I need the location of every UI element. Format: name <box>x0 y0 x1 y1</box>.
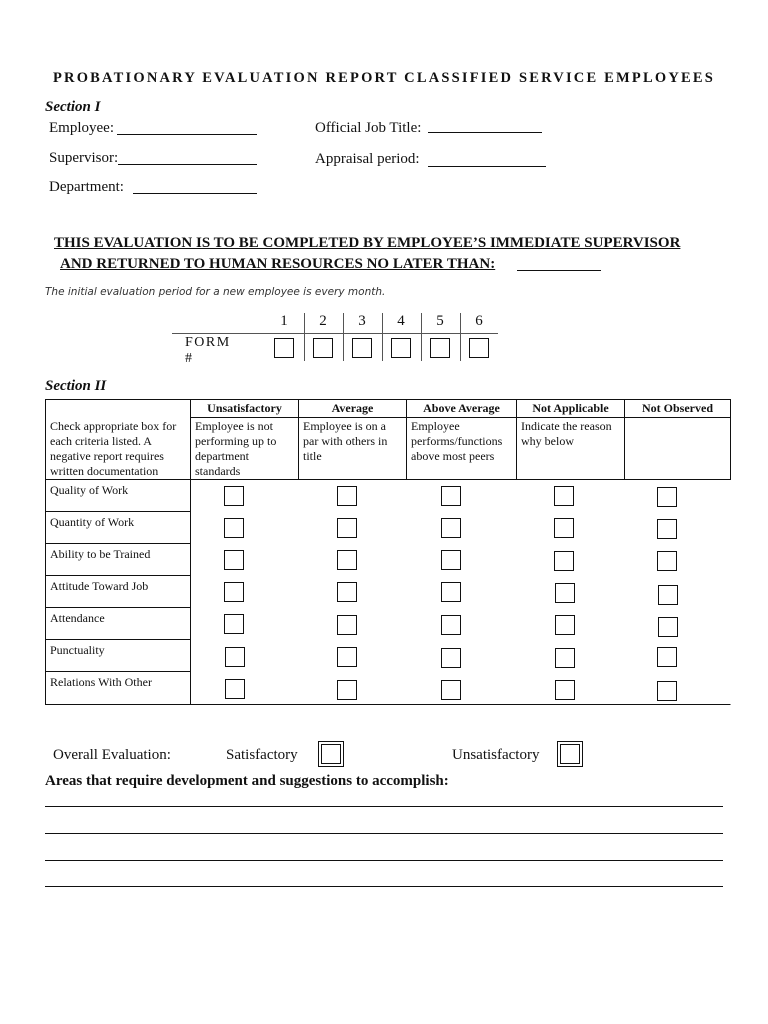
rating-checkbox[interactable] <box>224 486 244 506</box>
form-number-3: 3 <box>358 313 366 329</box>
criteria-attendance: Attendance <box>50 611 105 625</box>
rating-checkbox[interactable] <box>441 648 461 668</box>
column-header-unsatisfactory: Unsatisfactory <box>207 401 282 415</box>
form-checkbox-3[interactable] <box>352 338 372 358</box>
rating-checkbox[interactable] <box>225 647 245 667</box>
development-areas-label: Areas that require development and suggestions to accomplish: <box>45 773 449 789</box>
satisfactory-checkbox[interactable] <box>318 741 344 767</box>
form-checkbox-6[interactable] <box>469 338 489 358</box>
rating-checkbox[interactable] <box>224 582 244 602</box>
rating-checkbox[interactable] <box>658 617 678 637</box>
rating-checkbox[interactable] <box>555 680 575 700</box>
employee-label: Employee: <box>49 120 114 136</box>
column-header-above-average: Above Average <box>423 401 500 415</box>
rating-checkbox[interactable] <box>554 518 574 538</box>
rating-checkbox[interactable] <box>337 582 357 602</box>
criteria-ability-to-be-trained: Ability to be Trained <box>50 547 151 561</box>
return-date-field[interactable] <box>517 270 601 271</box>
form-divider <box>304 313 305 361</box>
form-divider <box>382 313 383 361</box>
page-title: PROBATIONARY EVALUATION REPORT CLASSIFIED SERVICE EMPLOYEES <box>52 70 716 86</box>
rating-checkbox[interactable] <box>657 519 677 539</box>
unsatisfactory-checkbox[interactable] <box>557 741 583 767</box>
notice-line-1: THIS EVALUATION IS TO BE COMPLETED BY EMPLOYEE’S IMMEDIATE SUPERVISOR <box>54 235 681 251</box>
description-unsatisfactory: Employee is not performing up to department standards <box>195 419 277 478</box>
section-2-label: Section II <box>45 378 107 394</box>
form-number-label: FORM # <box>185 335 231 366</box>
appraisal-period-label: Appraisal period: <box>315 151 420 167</box>
rating-checkbox[interactable] <box>554 551 574 571</box>
supervisor-field[interactable] <box>118 164 257 165</box>
satisfactory-label: Satisfactory <box>226 747 298 763</box>
rating-checkbox[interactable] <box>337 680 357 700</box>
job-title-field[interactable] <box>428 132 542 133</box>
evaluation-table <box>45 399 731 705</box>
job-title-label: Official Job Title: <box>315 120 422 136</box>
overall-evaluation-label: Overall Evaluation: <box>53 747 171 763</box>
column-header-not-applicable: Not Applicable <box>532 401 609 415</box>
rating-checkbox[interactable] <box>337 550 357 570</box>
form-header-line <box>172 333 498 334</box>
appraisal-period-field[interactable] <box>428 166 546 167</box>
form-number-5: 5 <box>436 313 444 329</box>
section-1-label: Section I <box>45 99 101 115</box>
form-number-1: 1 <box>280 313 288 329</box>
form-number-4: 4 <box>397 313 405 329</box>
rating-checkbox[interactable] <box>555 648 575 668</box>
department-field[interactable] <box>133 193 257 194</box>
rating-checkbox[interactable] <box>657 551 677 571</box>
rating-checkbox[interactable] <box>441 486 461 506</box>
development-write-line[interactable] <box>45 886 723 887</box>
unsatisfactory-label: Unsatisfactory <box>452 747 540 763</box>
notice-line-2: AND RETURNED TO HUMAN RESOURCES NO LATER THAN: <box>60 256 496 272</box>
form-checkbox-5[interactable] <box>430 338 450 358</box>
rating-checkbox[interactable] <box>657 681 677 701</box>
rating-checkbox[interactable] <box>441 615 461 635</box>
department-label: Department: <box>49 179 124 195</box>
rating-checkbox[interactable] <box>441 582 461 602</box>
rating-checkbox[interactable] <box>555 615 575 635</box>
column-header-not-observed: Not Observed <box>642 401 713 415</box>
criteria-punctuality: Punctuality <box>50 643 105 657</box>
evaluation-period-note: The initial evaluation period for a new employee is every month. <box>45 286 386 298</box>
description-not-applicable: Indicate the reason why below <box>521 419 612 448</box>
employee-field[interactable] <box>117 134 257 135</box>
rating-checkbox[interactable] <box>337 486 357 506</box>
form-divider <box>460 313 461 361</box>
form-checkbox-2[interactable] <box>313 338 333 358</box>
criteria-quality-of-work: Quality of Work <box>50 483 129 497</box>
column-header-average: Average <box>331 401 374 415</box>
development-write-line[interactable] <box>45 833 723 834</box>
form-checkbox-1[interactable] <box>274 338 294 358</box>
rating-checkbox[interactable] <box>224 518 244 538</box>
form-number-2: 2 <box>319 313 327 329</box>
description-above-average: Employee performs/functions above most peers <box>411 419 503 463</box>
criteria-relations-with-other: Relations With Other <box>50 675 152 689</box>
rating-checkbox[interactable] <box>337 518 357 538</box>
rating-checkbox[interactable] <box>657 647 677 667</box>
description-average: Employee is on a par with others in title <box>303 419 388 463</box>
form-divider <box>421 313 422 361</box>
criteria-attitude-toward-job: Attitude Toward Job <box>50 579 149 593</box>
rating-checkbox[interactable] <box>657 487 677 507</box>
form-checkbox-4[interactable] <box>391 338 411 358</box>
criteria-quantity-of-work: Quantity of Work <box>50 515 135 529</box>
development-write-line[interactable] <box>45 860 723 861</box>
rating-checkbox[interactable] <box>337 615 357 635</box>
rating-checkbox[interactable] <box>554 486 574 506</box>
rating-checkbox[interactable] <box>658 585 678 605</box>
rating-checkbox[interactable] <box>441 518 461 538</box>
instructions-text: Check appropriate box for each criteria listed. A negative report requires written documentation <box>50 419 177 478</box>
rating-checkbox[interactable] <box>441 680 461 700</box>
rating-checkbox[interactable] <box>225 679 245 699</box>
rating-checkbox[interactable] <box>441 550 461 570</box>
supervisor-label: Supervisor: <box>49 150 119 166</box>
form-number-6: 6 <box>475 313 483 329</box>
rating-checkbox[interactable] <box>224 614 244 634</box>
rating-checkbox[interactable] <box>224 550 244 570</box>
form-divider <box>343 313 344 361</box>
rating-checkbox[interactable] <box>555 583 575 603</box>
development-write-line[interactable] <box>45 806 723 807</box>
rating-checkbox[interactable] <box>337 647 357 667</box>
